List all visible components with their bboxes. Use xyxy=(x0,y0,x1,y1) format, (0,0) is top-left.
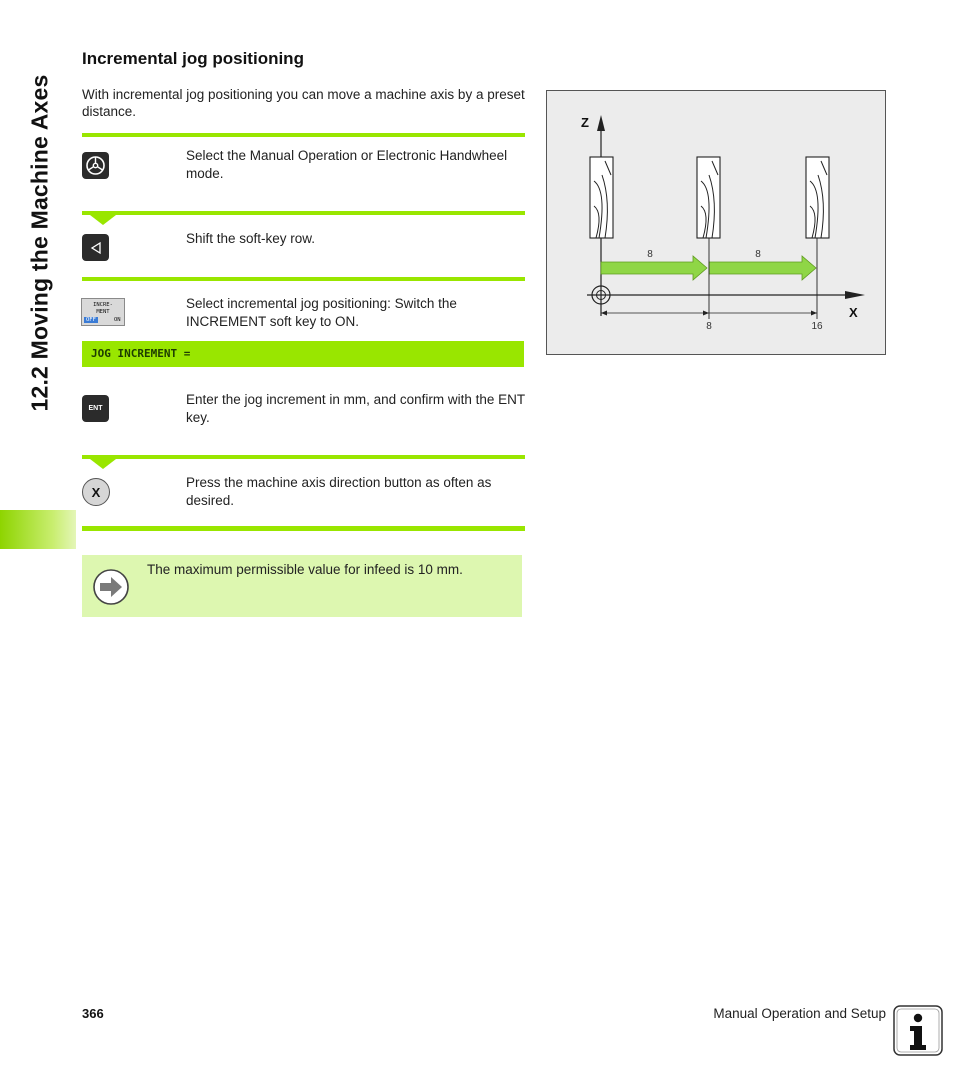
jog-increment-prompt: JOG INCREMENT = xyxy=(82,341,524,367)
increment-arrow-2 xyxy=(709,256,816,280)
section-heading: Incremental jog positioning xyxy=(82,49,304,68)
softkey-line2: MENT xyxy=(96,309,110,315)
page-number: 366 xyxy=(82,1006,104,1021)
arrow-right-icon xyxy=(92,568,126,602)
step-4-text: Enter the jog increment in mm, and confirm with the ENT key. xyxy=(186,392,525,425)
increment-label-1: 8 xyxy=(647,249,653,260)
axis-x-button-label: X xyxy=(91,484,101,500)
footer-title: Manual Operation and Setup xyxy=(713,1006,886,1021)
end-mill-tool xyxy=(697,157,720,238)
step-divider xyxy=(82,455,525,459)
step-arrow-marker xyxy=(90,459,116,469)
step-1-text: Select the Manual Operation or Electronic Handwheel mode. xyxy=(186,148,508,181)
x-axis-label: X xyxy=(849,305,858,320)
softkey-off-label: OFF xyxy=(86,317,96,323)
ent-key-label: ENT xyxy=(88,405,103,412)
increment-softkey[interactable] xyxy=(81,298,125,326)
z-axis-label: Z xyxy=(581,115,589,130)
step-5-text: Press the machine axis direction button as often as desired. xyxy=(186,475,492,508)
chapter-title-text: 12.2 Moving the Machine Axes xyxy=(26,74,53,412)
info-icon[interactable] xyxy=(893,1005,943,1056)
note-box xyxy=(82,555,522,617)
section-intro: With incremental jog positioning you can move a machine axis by a preset distance. xyxy=(82,87,525,119)
softkey-line1: INCRE- xyxy=(93,302,113,308)
axis-x-button[interactable] xyxy=(82,478,110,506)
step-divider xyxy=(82,211,525,215)
jog-increment-figure xyxy=(546,90,886,355)
handwheel-mode-icon[interactable] xyxy=(82,152,109,179)
note-text: The maximum permissible value for infeed is 10 mm. xyxy=(147,562,463,577)
steps-end-divider xyxy=(82,526,525,531)
ent-key[interactable] xyxy=(82,395,109,422)
end-mill-tool xyxy=(806,157,829,238)
step-arrow-marker xyxy=(90,215,116,225)
shift-softkey-row-icon[interactable] xyxy=(82,234,109,261)
softkey-on-label: ON xyxy=(114,317,121,323)
end-mill-tool xyxy=(590,157,613,238)
chapter-side-title xyxy=(0,0,76,520)
step-2-text: Shift the soft-key row. xyxy=(186,231,316,246)
increment-label-2: 8 xyxy=(755,249,761,260)
chapter-tab-marker xyxy=(0,510,76,549)
step-divider xyxy=(82,133,525,137)
dimension-label-16: 16 xyxy=(811,321,823,332)
increment-arrow-1 xyxy=(601,256,707,280)
step-divider xyxy=(82,277,525,281)
step-3-text: Select incremental jog positioning: Switch the INCREMENT soft key to ON. xyxy=(186,296,457,329)
dimension-label-8: 8 xyxy=(706,321,712,332)
